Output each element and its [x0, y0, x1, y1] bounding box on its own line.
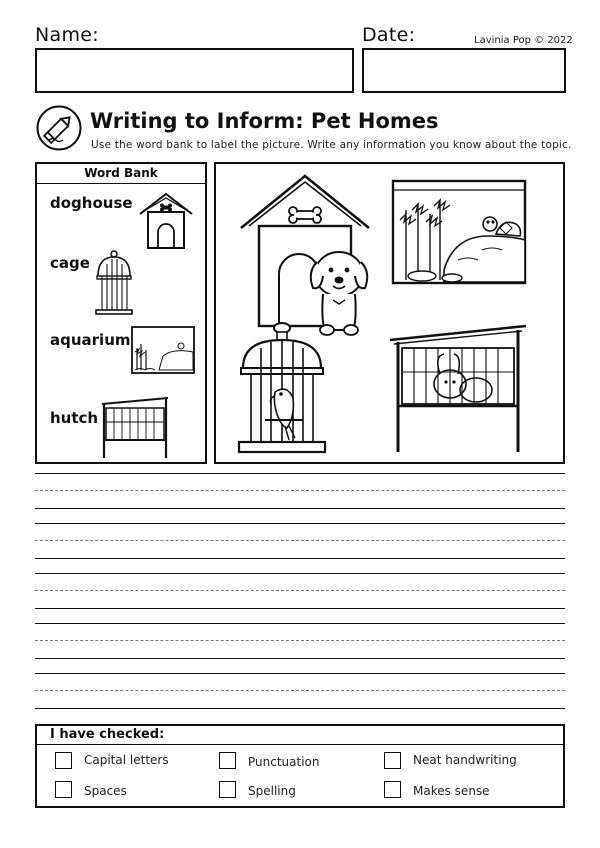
date-field[interactable] [362, 48, 566, 93]
hutch-icon [100, 396, 170, 460]
checklist-label-makes-sense: Makes sense [413, 784, 490, 798]
writing-line [35, 673, 565, 674]
word-cage: cage [50, 254, 90, 272]
writing-guide-line [35, 490, 565, 491]
word-bank-divider [37, 183, 205, 184]
doghouse-illustration [235, 170, 375, 338]
checkbox-spaces[interactable] [55, 781, 72, 798]
writing-line [35, 573, 565, 574]
aquarium-illustration [392, 180, 526, 284]
checklist-divider [37, 744, 563, 745]
birdcage-icon [94, 250, 134, 316]
word-bank-heading: Word Bank [84, 166, 158, 180]
writing-guide-line [35, 640, 565, 641]
writing-guide-line [35, 540, 565, 541]
checkbox-capital-letters[interactable] [55, 752, 72, 769]
word-aquarium: aquarium [50, 331, 131, 349]
birdcage-illustration [237, 322, 327, 454]
hutch-illustration [388, 322, 528, 454]
writing-line [35, 558, 565, 559]
writing-line [35, 623, 565, 624]
checkbox-neat-handwriting[interactable] [384, 752, 401, 769]
checkbox-makes-sense[interactable] [384, 781, 401, 798]
checklist-heading: I have checked: [50, 727, 165, 742]
doghouse-icon [136, 190, 196, 250]
checkbox-spelling[interactable] [219, 781, 236, 798]
picture-panel [214, 162, 565, 464]
writing-line [35, 508, 565, 509]
writing-guide-line [35, 590, 565, 591]
checklist-label-punctuation: Punctuation [248, 755, 320, 769]
checklist-label-spelling: Spelling [248, 784, 296, 798]
date-label: Date: [362, 24, 416, 46]
writing-line [35, 473, 565, 474]
copyright-credit: Lavinia Pop © 2022 [474, 35, 573, 46]
checkbox-punctuation[interactable] [219, 752, 236, 769]
writing-line [35, 708, 565, 709]
instructions: Use the word bank to label the picture. Write any information you know about the topic. [91, 139, 572, 151]
writing-line [35, 658, 565, 659]
writing-line [35, 523, 565, 524]
word-doghouse: doghouse [50, 194, 133, 212]
name-field[interactable] [35, 48, 354, 93]
word-hutch: hutch [50, 409, 99, 427]
checklist-label-neat-handwriting: Neat handwriting [413, 753, 517, 767]
name-label: Name: [35, 24, 99, 46]
writing-guide-line [35, 690, 565, 691]
writing-line [35, 608, 565, 609]
checklist-label-capital-letters: Capital letters [84, 753, 169, 767]
pencil-icon [35, 104, 83, 152]
checklist-label-spaces: Spaces [84, 784, 127, 798]
aquarium-icon [131, 326, 195, 374]
page-title: Writing to Inform: Pet Homes [90, 109, 439, 133]
